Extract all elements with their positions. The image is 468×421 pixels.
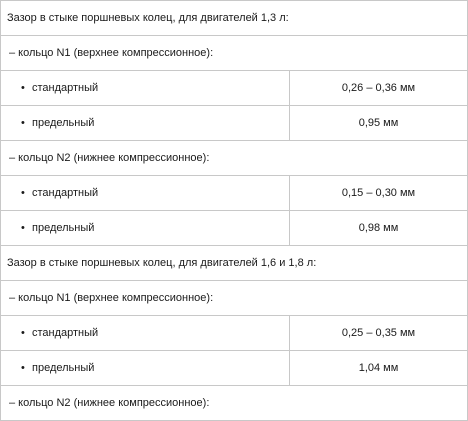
spec-row — [1, 106, 468, 141]
spec-row — [1, 176, 468, 211]
spec-row — [1, 71, 468, 106]
ring-subheader-row — [1, 281, 468, 316]
spec-value: 0,95 мм — [290, 106, 468, 141]
spec-value: 0,98 мм — [290, 211, 468, 246]
ring-subheader-row — [1, 36, 468, 71]
ring-subheader: – кольцо N2 (нижнее компрессионное): — [1, 386, 468, 421]
spec-label-cell — [1, 71, 290, 106]
ring-subheader: – кольцо N1 (верхнее компрессионное): — [1, 36, 468, 71]
spec-label: предельный — [32, 117, 95, 129]
ring-subheader-row — [1, 386, 468, 421]
bullet-icon: • — [21, 82, 25, 94]
spec-label-cell — [1, 211, 290, 246]
spec-label-cell — [1, 176, 290, 211]
spec-label: стандартный — [32, 82, 99, 94]
ring-subheader-row — [1, 141, 468, 176]
ring-subheader: – кольцо N1 (верхнее компрессионное): — [1, 281, 468, 316]
spec-row — [1, 211, 468, 246]
spec-value: 0,15 – 0,30 мм — [290, 176, 468, 211]
bullet-icon: • — [21, 187, 25, 199]
spec-value: 1,04 мм — [290, 351, 468, 386]
spec-label: предельный — [32, 362, 95, 374]
bullet-icon: • — [21, 362, 25, 374]
spec-row — [1, 351, 468, 386]
spec-label-cell — [1, 106, 290, 141]
spec-label-cell — [1, 316, 290, 351]
ring-subheader: – кольцо N2 (нижнее компрессионное): — [1, 141, 468, 176]
section-header: Зазор в стыке поршневых колец, для двигателей 1,3 л: — [1, 1, 468, 36]
bullet-icon: • — [21, 222, 25, 234]
section-header-row — [1, 246, 468, 281]
section-header-row — [1, 1, 468, 36]
spec-value: 0,26 – 0,36 мм — [290, 71, 468, 106]
spec-row — [1, 316, 468, 351]
spec-label: предельный — [32, 222, 95, 234]
spec-label: стандартный — [32, 187, 99, 199]
bullet-icon: • — [21, 117, 25, 129]
section-header: Зазор в стыке поршневых колец, для двигателей 1,6 и 1,8 л: — [1, 246, 468, 281]
spec-label: стандартный — [32, 327, 99, 339]
spec-value: 0,25 – 0,35 мм — [290, 316, 468, 351]
bullet-icon: • — [21, 327, 25, 339]
spec-label-cell — [1, 351, 290, 386]
